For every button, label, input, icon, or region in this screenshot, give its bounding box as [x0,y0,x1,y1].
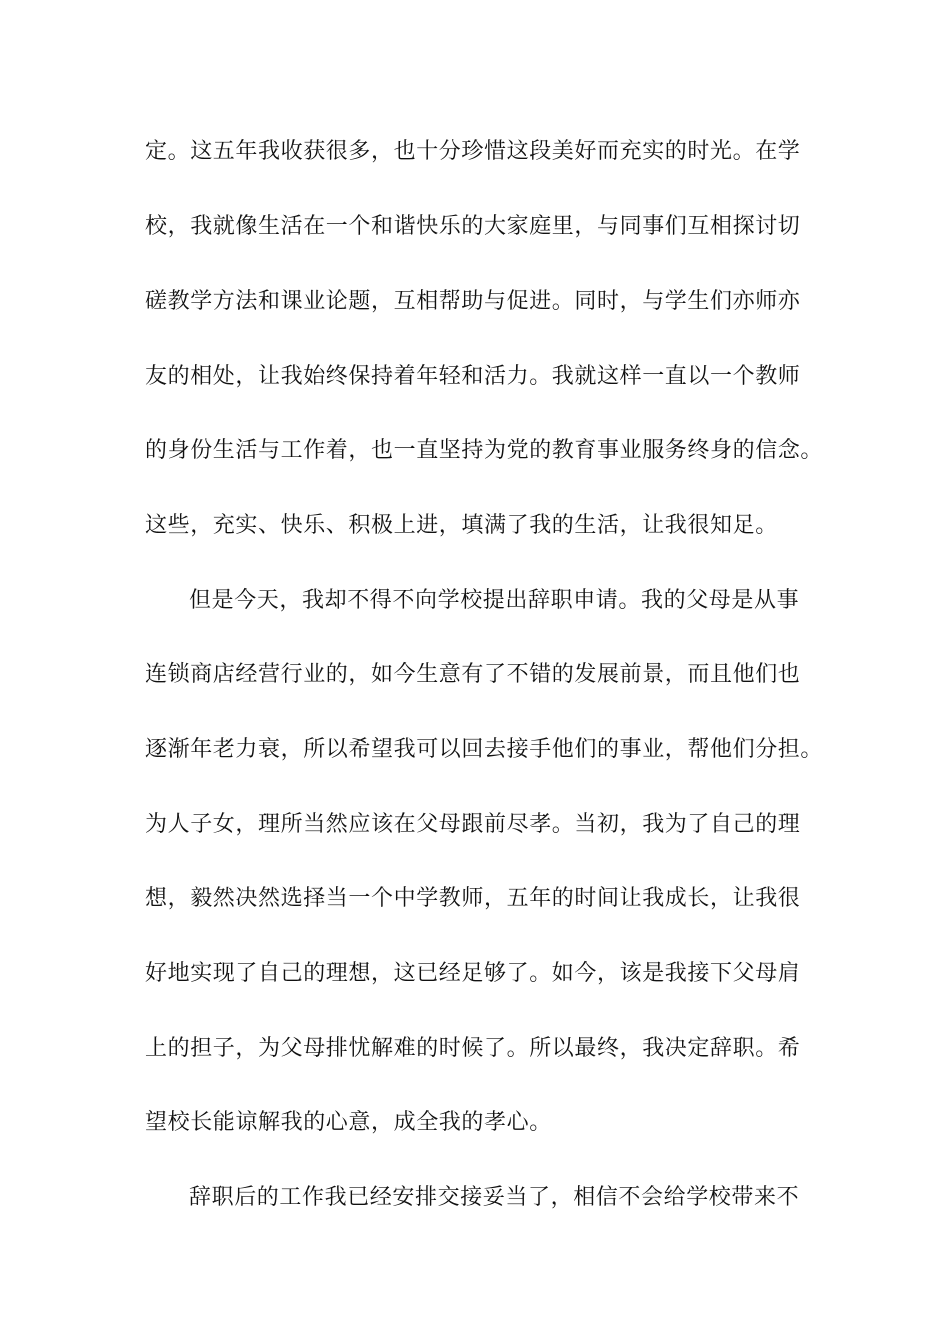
text-line: 想，毅然决然选择当一个中学教师，五年的时间让我成长，让我很 [145,886,801,911]
text-line: 定。这五年我收获很多，也十分珍惜这段美好而充实的时光。在学 [145,139,801,164]
paragraph-start-line: 辞职后的工作我已经安排交接妥当了，相信不会给学校带来不 [189,1185,800,1210]
text-line: 望校长能谅解我的心意，成全我的孝心。 [145,1110,552,1135]
text-line: 这些，充实、快乐、积极上进，填满了我的生活，让我很知足。 [145,513,778,538]
text-line: 为人子女，理所当然应该在父母跟前尽孝。当初，我为了自己的理 [145,812,801,837]
text-line: 友的相处，让我始终保持着年轻和活力。我就这样一直以一个教师 [145,364,801,389]
text-line: 上的担子，为父母排忧解难的时候了。所以最终，我决定辞职。希 [145,1036,801,1061]
text-line: 校，我就像生活在一个和谐快乐的大家庭里，与同事们互相探讨切 [145,214,801,239]
text-line: 连锁商店经营行业的，如今生意有了不错的发展前景，而且他们也 [145,662,801,687]
paragraph-start-line: 但是今天，我却不得不向学校提出辞职申请。我的父母是从事 [189,588,800,613]
text-line: 磋教学方法和课业论题，互相帮助与促进。同时，与学生们亦师亦 [145,289,801,314]
text-line: 的身份生活与工作着，也一直坚持为党的教育事业服务终身的信念。 [145,438,824,463]
text-line: 好地实现了自己的理想，这已经足够了。如今，该是我接下父母肩 [145,961,801,986]
text-line: 逐渐年老力衰，所以希望我可以回去接手他们的事业，帮他们分担。 [145,737,824,762]
